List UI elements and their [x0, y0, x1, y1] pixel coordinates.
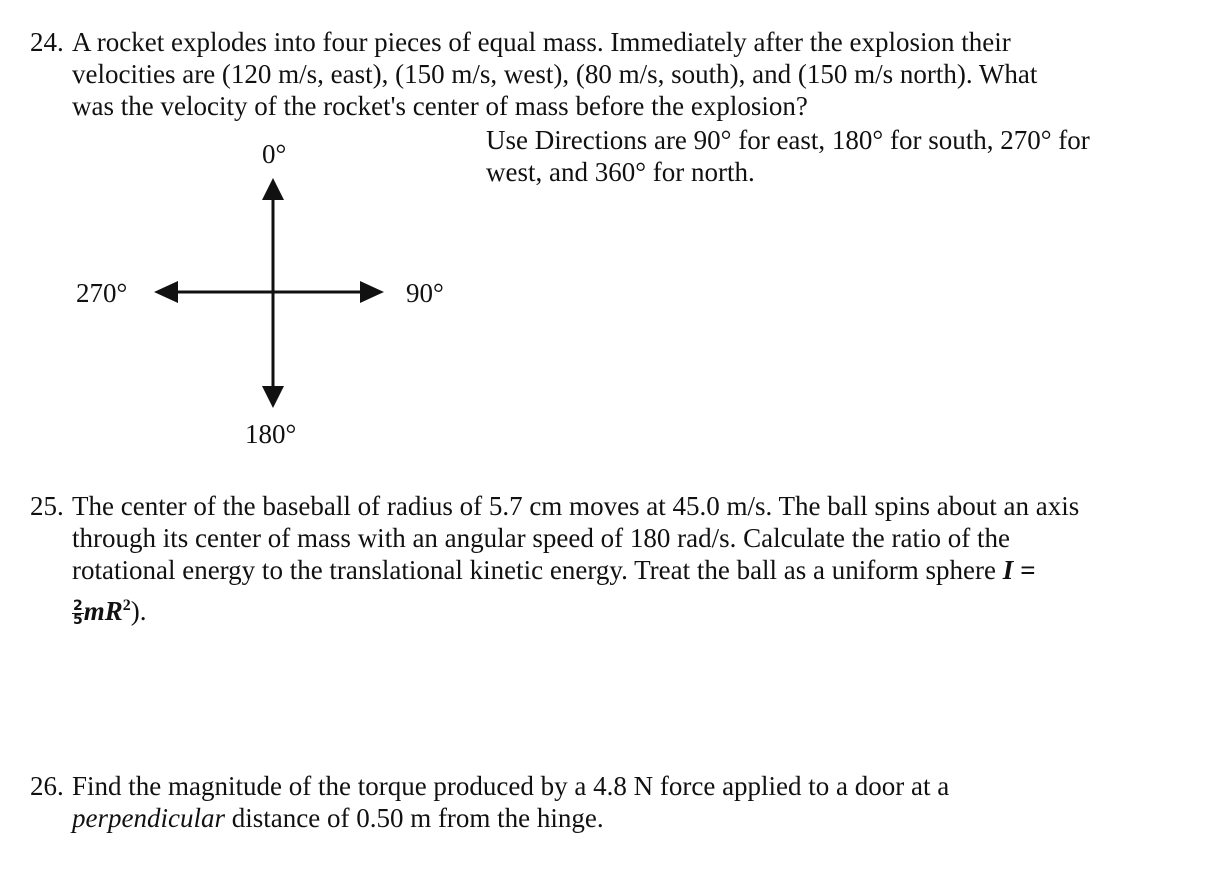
- question-text: [72, 490, 1210, 627]
- south-arrow-icon: [262, 386, 284, 408]
- question-text: [72, 770, 1210, 834]
- south-label: 180°: [245, 419, 297, 449]
- question-line: A rocket explodes into four pieces of equal mass. Immediately after the explosion their: [72, 27, 1011, 57]
- east-arrow-icon: [360, 281, 384, 303]
- question-25: [30, 490, 1210, 627]
- fraction-numerator: 2: [73, 598, 83, 615]
- line-text: rotational energy to the translational kinetic energy. Treat the ball as a uniform sphere: [72, 555, 996, 585]
- formula-mr: mR: [83, 596, 123, 626]
- question-number: 25.: [30, 491, 64, 521]
- question-26: [30, 770, 1210, 834]
- italic-word: perpendicular: [72, 803, 225, 833]
- formula-line: [72, 590, 1210, 627]
- note-line: west, and 360° for north.: [486, 157, 755, 187]
- question-number: 26.: [30, 771, 64, 801]
- note-line: Use Directions are 90° for east, 180° for south, 270° for: [486, 125, 1090, 155]
- fraction-denominator: 5: [73, 612, 83, 629]
- question-line: The center of the baseball of radius of 5.7 cm moves at 45.0 m/s. The ball spins about an axis: [72, 491, 1080, 521]
- question-line: [72, 554, 1210, 586]
- question-line: was the velocity of the rocket's center of mass before the explosion?: [72, 91, 808, 121]
- north-arrow-icon: [262, 178, 284, 200]
- direction-note: [486, 124, 1186, 188]
- line-text: distance of 0.50 m from the hinge.: [224, 803, 604, 833]
- formula-tail: ).: [130, 596, 147, 626]
- question-text: [72, 26, 1210, 122]
- question-line: Find the magnitude of the torque produced by a 4.8 N force applied to a door at a: [72, 771, 950, 801]
- west-label: 270°: [76, 278, 128, 308]
- question-line: velocities are (120 m/s, east), (150 m/s, west), (80 m/s, south), and (150 m/s north). What: [72, 59, 1038, 89]
- formula-exponent: 2: [122, 597, 131, 614]
- east-label: 90°: [406, 278, 444, 308]
- question-line: [72, 802, 1210, 834]
- west-arrow-icon: [154, 281, 178, 303]
- fraction: [72, 600, 84, 627]
- question-line: through its center of mass with an angular speed of 180 rad/s. Calculate the ratio of the: [72, 523, 1010, 553]
- north-label: 0°: [262, 139, 287, 169]
- question-number: 24.: [30, 27, 64, 57]
- inertia-symbol: I =: [1002, 555, 1036, 585]
- question-24: [30, 26, 1210, 122]
